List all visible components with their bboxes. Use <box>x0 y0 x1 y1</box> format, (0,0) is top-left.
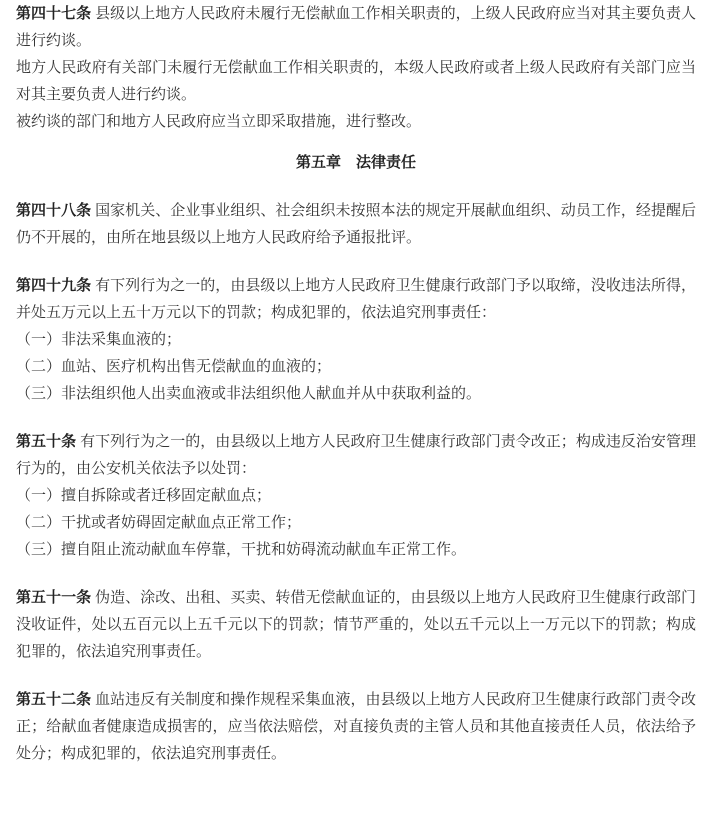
article-48 <box>16 197 696 251</box>
chapter-5-title: 第五章 法律责任 <box>295 153 416 171</box>
article-52-text: 血站违反有关制度和操作规程采集血液，由县级以上地方人民政府卫生健康行政部门责令改正；给献血者健康造成损害的，应当依法赔偿，对直接负责的主管人员和其他直接责任人员，依法给予处分；构成犯罪的，依法追究刑事责任。 <box>16 690 696 762</box>
article-49 <box>16 272 696 326</box>
article-52-label: 第五十二条 <box>16 690 92 708</box>
article-47-paragraph-3: 被约谈的部门和地方人民政府应当立即采取措施，进行整改。 <box>16 112 422 130</box>
article-52 <box>16 686 696 767</box>
article-50-item-3: （三）擅自阻止流动献血车停靠，干扰和妨碍流动献血车正常工作。 <box>16 540 467 558</box>
article-51 <box>16 584 696 665</box>
article-49-item-1: （一）非法采集血液的； <box>16 330 182 348</box>
article-51-text: 伪造、涂改、出租、买卖、转借无偿献血证的，由县级以上地方人民政府卫生健康行政部门没收证件，处以五百元以上五千元以下的罚款；情节严重的，处以五千元以上一万元以下的罚款；构成犯罪的，依法追究刑事责任。 <box>16 588 696 660</box>
article-50 <box>16 428 696 482</box>
article-49-item-3: （三）非法组织他人出卖血液或非法组织他人献血并从中获取利益的。 <box>16 384 482 402</box>
article-49-label: 第四十九条 <box>16 276 92 294</box>
article-47-paragraph-2: 地方人民政府有关部门未履行无偿献血工作相关职责的，本级人民政府或者上级人民政府有关部门应当对其主要负责人进行约谈。 <box>16 58 696 103</box>
article-48-label: 第四十八条 <box>16 201 92 219</box>
article-47-text: 县级以上地方人民政府未履行无偿献血工作相关职责的，上级人民政府应当对其主要负责人进行约谈。 <box>16 4 696 49</box>
article-47-label: 第四十七条 <box>16 4 92 22</box>
article-50-text: 有下列行为之一的，由县级以上地方人民政府卫生健康行政部门责令改正；构成违反治安管理行为的，由公安机关依法予以处罚： <box>16 432 696 477</box>
article-50-item-1: （一）擅自拆除或者迁移固定献血点； <box>16 486 272 504</box>
article-49-text: 有下列行为之一的，由县级以上地方人民政府卫生健康行政部门予以取缔，没收违法所得，并处五万元以上五十万元以下的罚款；构成犯罪的，依法追究刑事责任： <box>16 276 696 321</box>
article-49-item-2: （二）血站、医疗机构出售无偿献血的血液的； <box>16 357 332 375</box>
article-50-label: 第五十条 <box>16 432 77 450</box>
article-47 <box>16 0 696 54</box>
article-48-text: 国家机关、企业事业组织、社会组织未按照本法的规定开展献血组织、动员工作，经提醒后仍不开展的，由所在地县级以上地方人民政府给予通报批评。 <box>16 201 696 246</box>
article-50-item-2: （二）干扰或者妨碍固定献血点正常工作； <box>16 513 302 531</box>
article-51-label: 第五十一条 <box>16 588 92 606</box>
